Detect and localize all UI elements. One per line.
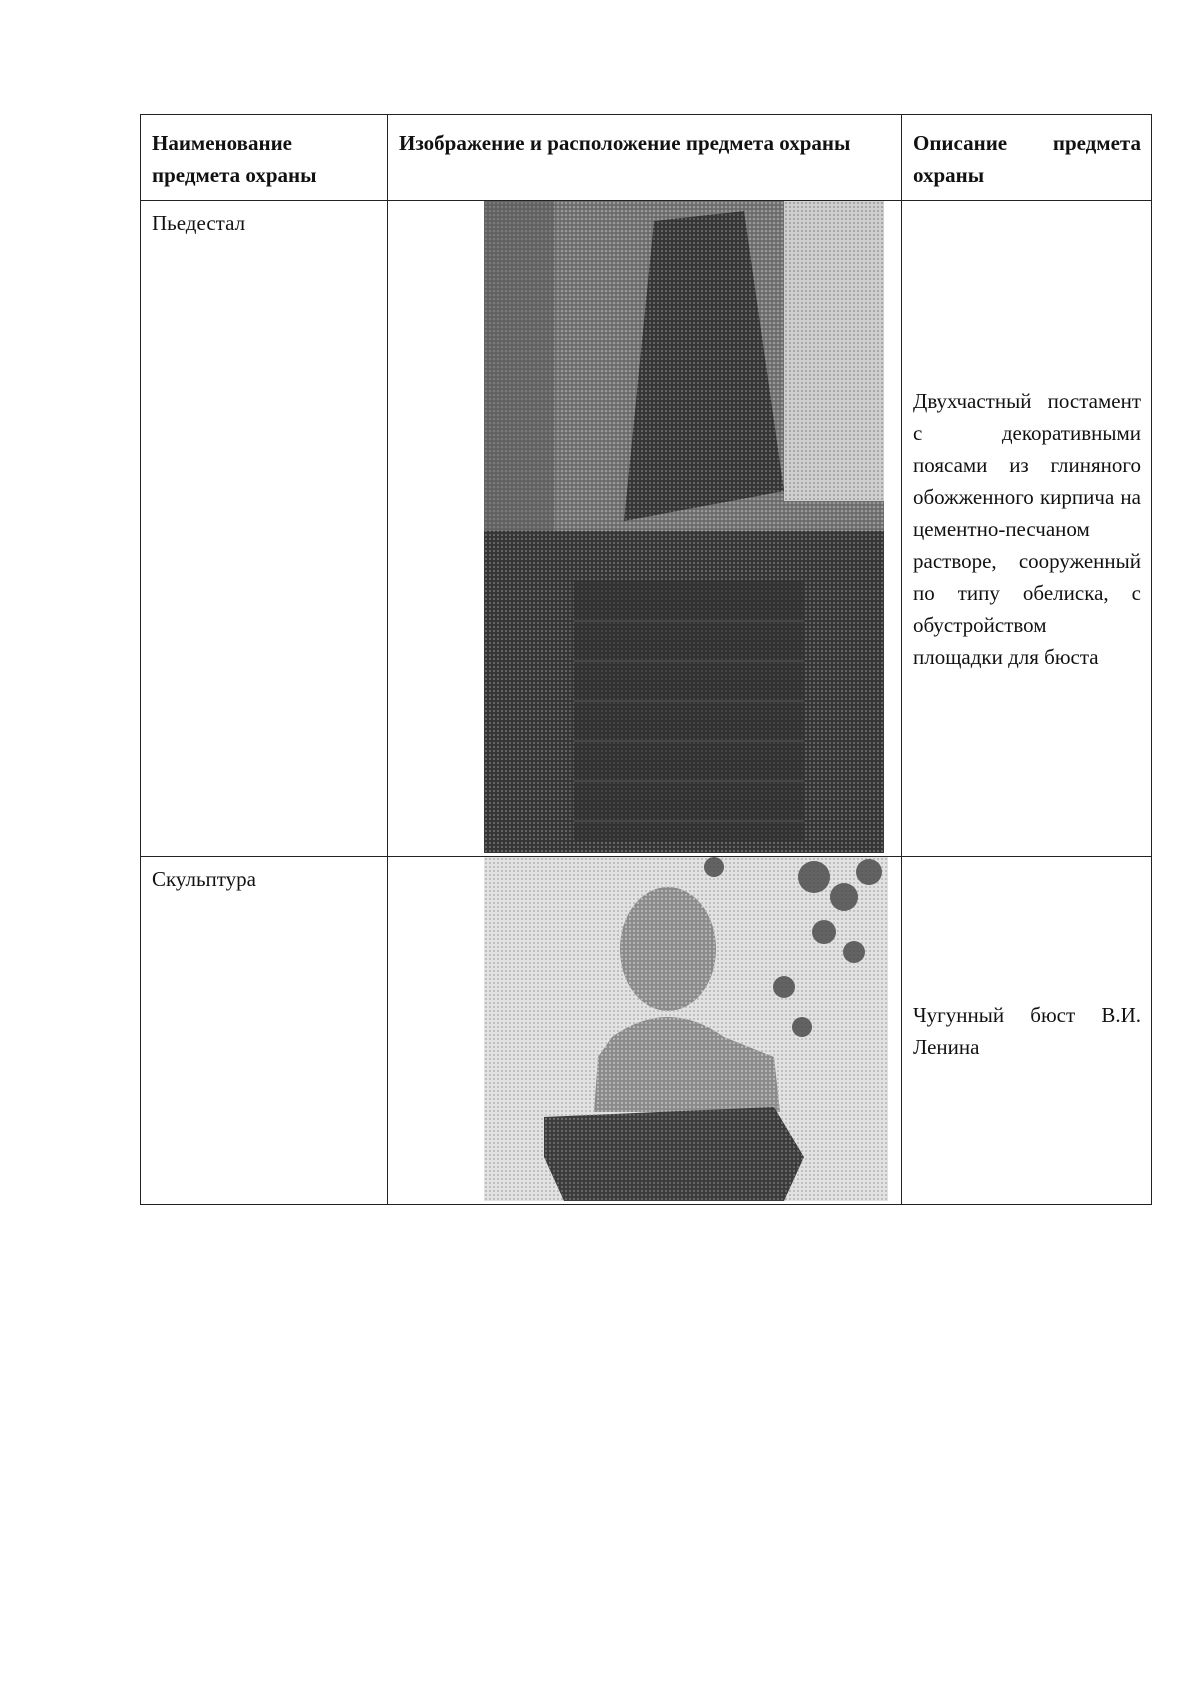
table-row xyxy=(141,201,1152,857)
image-cell xyxy=(388,857,902,1205)
header-name: Наименование предмета охраны xyxy=(141,115,388,201)
pedestal-photo xyxy=(484,201,884,853)
table-header-row xyxy=(141,115,1152,201)
header-description: Описание предмета охраны xyxy=(902,115,1152,201)
image-cell xyxy=(388,201,902,857)
bust-photo xyxy=(484,857,888,1201)
row-description: Двухчастный постамент с декоративными поясами из глиняного обожженного кирпича на цементно-песчаном растворе, сооруженный по типу обелиска, с обустройством площадки для бюста xyxy=(902,201,1152,857)
header-image: Изображение и расположение предмета охраны xyxy=(388,115,902,201)
protected-items-table xyxy=(140,114,1152,1205)
row-name: Пьедестал xyxy=(141,201,388,857)
table-row xyxy=(141,857,1152,1205)
row-description: Чугунный бюст В.И. Ленина xyxy=(902,857,1152,1205)
row-name: Скульптура xyxy=(141,857,388,1205)
